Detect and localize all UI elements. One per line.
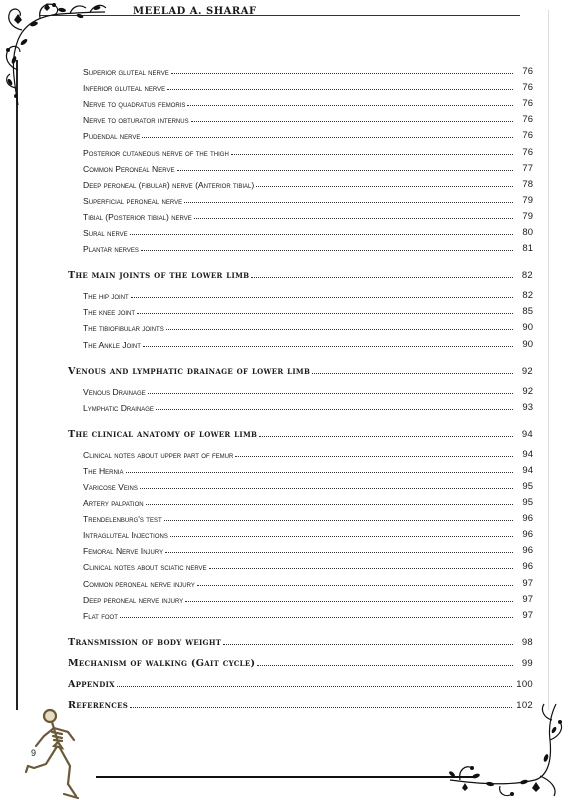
toc-page-number: 77: [522, 162, 533, 174]
toc-page-number: 97: [522, 609, 533, 621]
toc-section-entry: [68, 605, 533, 621]
bottom-border-line: [96, 776, 476, 778]
toc-page-number: 95: [522, 497, 533, 509]
dot-leader: [131, 297, 513, 298]
toc-section-title: Plantar nerves: [83, 244, 139, 255]
toc-page-number: 80: [522, 227, 533, 239]
toc-page-number: 96: [522, 545, 533, 557]
toc-page-number: 76: [522, 82, 533, 94]
dot-leader: [185, 601, 513, 602]
dot-leader: [256, 186, 513, 187]
toc-section-title: Femoral Nerve Injury: [83, 546, 164, 557]
toc-section-entry: [68, 381, 533, 397]
toc-chapter-title: Venous and lymphatic drainage of lower limb: [68, 365, 311, 377]
dot-leader: [177, 170, 514, 171]
toc-section-title: Sural nerve: [83, 228, 128, 239]
toc-section-entry: [68, 125, 533, 141]
toc-section-entry: [68, 77, 533, 93]
toc-section-title: Varicose Veins: [83, 481, 138, 492]
toc-section-title: Intragluteal Injections: [83, 530, 168, 541]
toc-page-number: 76: [522, 146, 533, 158]
toc-section-title: Clinical notes about upper part of femur: [83, 449, 234, 460]
dot-leader: [164, 520, 513, 521]
toc-section-title: The Hernia: [83, 465, 124, 476]
toc-section-entry: [68, 556, 533, 572]
toc-section-title: Common peroneal nerve injury: [83, 578, 195, 589]
toc-page-number: 90: [522, 322, 533, 334]
dot-leader: [251, 277, 513, 278]
toc-section-entry: [68, 572, 533, 588]
toc-section-entry: [68, 460, 533, 476]
toc-section-entry: [68, 285, 533, 301]
toc-page-number: 102: [516, 699, 533, 711]
toc-section-title: Venous Drainage: [83, 386, 146, 397]
toc-chapter-entry: [68, 260, 533, 281]
toc-section-entry: [68, 317, 533, 333]
floral-ornament-icon: [440, 700, 569, 800]
toc-section-title: Trendelenburg's test: [83, 514, 162, 525]
dot-leader: [194, 218, 513, 219]
toc-page-number: 76: [522, 130, 533, 142]
toc-section-title: The tibiofibular joints: [83, 323, 164, 334]
dot-leader: [141, 250, 513, 251]
toc-page-number: 96: [522, 513, 533, 525]
toc-page-number: 98: [521, 636, 533, 648]
dot-leader: [140, 488, 513, 489]
dot-leader: [165, 552, 513, 553]
dot-leader: [146, 504, 513, 505]
toc-chapter-title: The clinical anatomy of lower limb: [68, 428, 258, 440]
dot-leader: [257, 665, 513, 666]
toc-chapter-entry: [68, 627, 533, 648]
dot-leader: [156, 409, 513, 410]
toc-section-entry: [68, 397, 533, 413]
toc-section-entry: [68, 301, 533, 317]
toc-section-title: Deep peroneal nerve injury: [83, 594, 184, 605]
toc-section-title: Common Peroneal Nerve: [83, 163, 175, 174]
dot-leader: [166, 329, 513, 330]
toc-section-entry: [68, 222, 533, 238]
toc-page-number: 76: [522, 114, 533, 126]
dot-leader: [223, 644, 513, 645]
toc-section-entry: [68, 141, 533, 157]
toc-section-entry: [68, 61, 533, 77]
toc-chapter-entry: [68, 356, 533, 377]
dot-leader: [117, 686, 512, 687]
toc-chapter-entry: [68, 648, 533, 669]
toc-section-title: Nerve to quadratus femoris: [83, 99, 186, 110]
toc-section-title: The knee joint: [83, 307, 136, 318]
toc-section-entry: [68, 158, 533, 174]
toc-page-number: 82: [521, 270, 533, 282]
dot-leader: [259, 436, 513, 437]
toc-page-number: 82: [522, 290, 533, 302]
toc-page-number: 79: [522, 194, 533, 206]
toc-page-number: 93: [522, 401, 533, 413]
table-of-contents: [68, 61, 533, 711]
toc-chapter-entry: [68, 419, 533, 440]
dot-leader: [209, 568, 513, 569]
toc-page-number: 78: [522, 178, 533, 190]
toc-section-title: Superficial peroneal nerve: [83, 195, 183, 206]
toc-section-title: Flat foot: [83, 610, 118, 621]
toc-section-title: Posterior cutaneous nerve of the thigh: [83, 147, 229, 158]
toc-section-title: Clinical notes about sciatic nerve: [83, 562, 207, 573]
toc-section-entry: [68, 508, 533, 524]
toc-page-number: 100: [516, 678, 533, 690]
toc-chapter-title: References: [68, 699, 129, 711]
toc-section-title: Superior gluteal nerve: [83, 67, 169, 78]
toc-section-entry: [68, 206, 533, 222]
toc-page-number: 76: [522, 66, 533, 78]
toc-page-number: 92: [521, 365, 533, 377]
dot-leader: [120, 617, 513, 618]
toc-page-number: 96: [522, 561, 533, 573]
toc-section-entry: [68, 238, 533, 254]
toc-chapter-title: Appendix: [68, 678, 115, 690]
toc-section-title: The hip joint: [83, 291, 129, 302]
dot-leader: [148, 393, 513, 394]
toc-section-title: Deep peroneal (fibular) nerve (Anterior tibial): [83, 179, 255, 190]
author-header: MEELAD A. SHARAF: [133, 6, 257, 17]
toc-section-entry: [68, 524, 533, 540]
toc-chapter-title: Mechanism of walking (Gait cycle): [68, 657, 256, 669]
page-number: 9: [31, 748, 37, 758]
dot-leader: [130, 234, 513, 235]
toc-page-number: 92: [522, 385, 533, 397]
dot-leader: [170, 536, 513, 537]
toc-section-title: Inferior gluteal nerve: [83, 83, 166, 94]
dot-leader: [235, 456, 513, 457]
toc-page-number: 99: [521, 657, 533, 669]
toc-page-number: 76: [522, 98, 533, 110]
toc-page-number: 94: [522, 464, 533, 476]
dot-leader: [143, 346, 513, 347]
dot-leader: [184, 202, 513, 203]
toc-section-entry: [68, 333, 533, 349]
toc-section-entry: [68, 444, 533, 460]
dot-leader: [137, 313, 513, 314]
toc-chapter-title: The main joints of the lower limb: [68, 270, 250, 282]
toc-chapter-title: Transmission of body weight: [68, 636, 222, 648]
dot-leader: [142, 137, 513, 138]
toc-section-entry: [68, 109, 533, 125]
toc-section-title: Nerve to obturator internus: [83, 115, 189, 126]
toc-page-number: 95: [522, 480, 533, 492]
toc-page-number: 81: [522, 243, 533, 255]
toc-section-entry: [68, 540, 533, 556]
dot-leader: [171, 73, 513, 74]
toc-section-entry: [68, 190, 533, 206]
toc-section-title: Lymphatic Drainage: [83, 402, 154, 413]
toc-section-entry: [68, 589, 533, 605]
dot-leader: [167, 89, 513, 90]
toc-section-entry: [68, 174, 533, 190]
toc-page-number: 90: [522, 338, 533, 350]
toc-page-number: 94: [521, 428, 533, 440]
dot-leader: [187, 105, 513, 106]
right-border-line: [548, 10, 549, 710]
left-border-line: [16, 60, 18, 710]
toc-section-entry: [68, 492, 533, 508]
toc-section-title: Artery palpation: [83, 498, 144, 509]
dot-leader: [126, 472, 513, 473]
toc-section-entry: [68, 476, 533, 492]
toc-section-title: Tibial (Posterior tibial) nerve: [83, 211, 192, 222]
toc-page-number: 85: [522, 306, 533, 318]
dot-leader: [191, 121, 513, 122]
dot-leader: [197, 585, 513, 586]
dot-leader: [312, 373, 513, 374]
toc-page-number: 79: [522, 210, 533, 222]
toc-page-number: 94: [522, 448, 533, 460]
toc-section-entry: [68, 93, 533, 109]
toc-page-number: 97: [522, 577, 533, 589]
toc-section-title: Pudendal nerve: [83, 131, 141, 142]
toc-page-number: 97: [522, 593, 533, 605]
toc-page-number: 96: [522, 529, 533, 541]
toc-section-title: The Ankle Joint: [83, 339, 141, 350]
toc-chapter-entry: [68, 669, 533, 690]
dot-leader: [231, 154, 513, 155]
top-border-line: [40, 15, 520, 16]
